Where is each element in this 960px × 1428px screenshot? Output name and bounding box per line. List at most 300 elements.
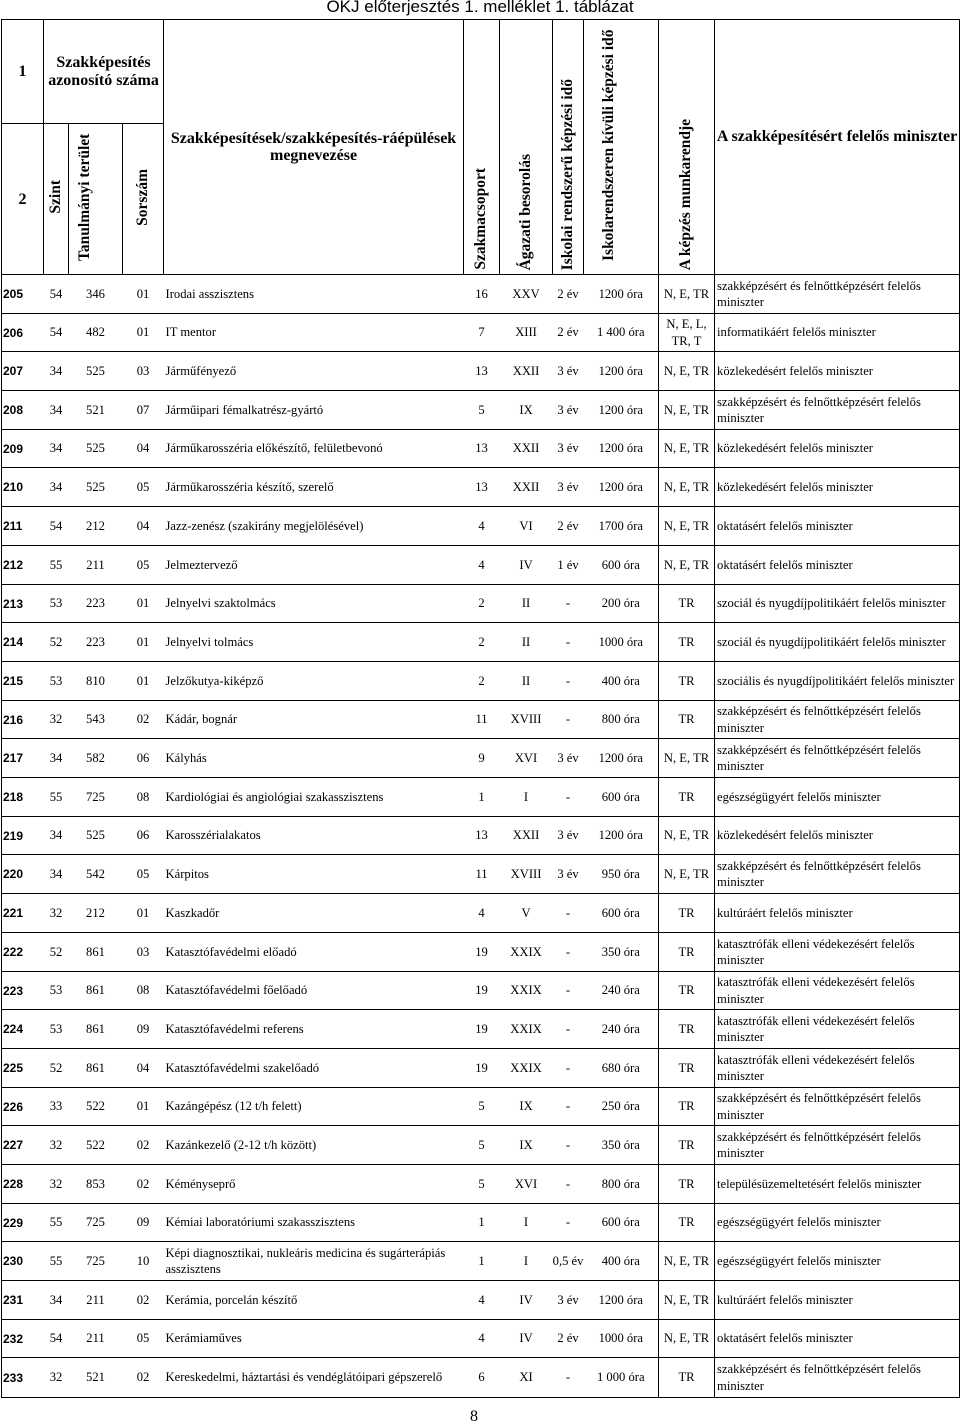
iskolai-cell: 1 év <box>553 546 584 585</box>
agazat-cell: I <box>500 778 553 817</box>
kivuli-cell: 350 óra <box>584 1126 659 1165</box>
szint-cell: 53 <box>44 662 69 701</box>
terulet-cell: 521 <box>69 1358 123 1398</box>
szint-cell: 53 <box>44 972 69 1010</box>
iskolai-cell: - <box>553 894 584 933</box>
header-tanulmanyi-terulet: Tanulmányi terület <box>75 133 93 261</box>
row-id: 220 <box>2 855 44 894</box>
terulet-cell: 725 <box>69 778 123 817</box>
nev-cell: Katasztófavédelmi szakelőadó <box>164 1049 464 1088</box>
munkarend-cell: TR <box>659 1358 715 1398</box>
kivuli-cell: 240 óra <box>584 972 659 1010</box>
table-row <box>2 778 960 817</box>
csoport-cell: 5 <box>464 391 500 430</box>
szint-cell: 53 <box>44 585 69 623</box>
sorszam-cell: 01 <box>123 314 164 352</box>
szint-cell: 54 <box>44 507 69 546</box>
kivuli-cell: 400 óra <box>584 1242 659 1281</box>
csoport-cell: 7 <box>464 314 500 352</box>
sorszam-cell: 10 <box>123 1242 164 1281</box>
szint-cell: 55 <box>44 1204 69 1242</box>
kivuli-cell: 250 óra <box>584 1088 659 1126</box>
sorszam-cell: 08 <box>123 972 164 1010</box>
munkarend-cell: TR <box>659 585 715 623</box>
miniszter-cell: településüzemeltetésért felelős miniszter <box>715 1165 960 1204</box>
sorszam-cell: 03 <box>123 933 164 972</box>
agazat-cell: XXIX <box>500 1010 553 1049</box>
szint-cell: 53 <box>44 1010 69 1049</box>
row-id: 208 <box>2 391 44 430</box>
iskolai-cell: 3 év <box>553 817 584 855</box>
table-row <box>2 662 960 701</box>
miniszter-cell: kultúráért felelős miniszter <box>715 1281 960 1320</box>
page-number: 8 <box>470 1408 478 1425</box>
munkarend-cell: N, E, TR <box>659 546 715 585</box>
csoport-cell: 1 <box>464 778 500 817</box>
table-row <box>2 739 960 778</box>
terulet-cell: 810 <box>69 662 123 701</box>
agazat-cell: IV <box>500 1281 553 1320</box>
table-row <box>2 275 960 314</box>
agazat-cell: II <box>500 623 553 662</box>
munkarend-cell: N, E, TR <box>659 739 715 778</box>
szint-cell: 54 <box>44 275 69 314</box>
szint-cell: 54 <box>44 314 69 352</box>
munkarend-cell: N, E, TR <box>659 817 715 855</box>
terulet-cell: 223 <box>69 623 123 662</box>
csoport-cell: 4 <box>464 546 500 585</box>
header-row-number-2: 2 <box>2 124 44 275</box>
row-id: 216 <box>2 701 44 739</box>
miniszter-cell: katasztrófák elleni védekezésért felelős miniszter <box>715 1010 960 1049</box>
iskolai-cell: - <box>553 1126 584 1165</box>
terulet-cell: 853 <box>69 1165 123 1204</box>
kivuli-cell: 200 óra <box>584 585 659 623</box>
csoport-cell: 4 <box>464 1281 500 1320</box>
row-id: 209 <box>2 430 44 468</box>
csoport-cell: 13 <box>464 817 500 855</box>
szint-cell: 55 <box>44 546 69 585</box>
table-row <box>2 468 960 507</box>
row-id: 227 <box>2 1126 44 1165</box>
iskolai-cell: - <box>553 1088 584 1126</box>
kivuli-cell: 800 óra <box>584 1165 659 1204</box>
munkarend-cell: TR <box>659 933 715 972</box>
agazat-cell: XI <box>500 1358 553 1398</box>
agazat-cell: I <box>500 1242 553 1281</box>
nev-cell: Jelnyelvi tolmács <box>164 623 464 662</box>
row-id: 233 <box>2 1358 44 1398</box>
munkarend-cell: TR <box>659 972 715 1010</box>
table-row <box>2 1204 960 1242</box>
munkarend-cell: N, E, TR <box>659 1281 715 1320</box>
kivuli-cell: 600 óra <box>584 1204 659 1242</box>
szint-cell: 52 <box>44 1049 69 1088</box>
sorszam-cell: 02 <box>123 1126 164 1165</box>
terulet-cell: 725 <box>69 1242 123 1281</box>
kivuli-cell: 400 óra <box>584 662 659 701</box>
terulet-cell: 543 <box>69 701 123 739</box>
munkarend-cell: N, E, TR <box>659 507 715 546</box>
miniszter-cell: szakképzésért és felnőttképzésért felelős miniszter <box>715 1088 960 1126</box>
terulet-cell: 542 <box>69 855 123 894</box>
sorszam-cell: 08 <box>123 778 164 817</box>
munkarend-cell: TR <box>659 701 715 739</box>
miniszter-cell: közlekedésért felelős miniszter <box>715 468 960 507</box>
nev-cell: Kárpitos <box>164 855 464 894</box>
szint-cell: 34 <box>44 855 69 894</box>
csoport-cell: 11 <box>464 701 500 739</box>
table-row <box>2 507 960 546</box>
csoport-cell: 19 <box>464 972 500 1010</box>
kivuli-cell: 1200 óra <box>584 275 659 314</box>
table-row <box>2 701 960 739</box>
szint-cell: 55 <box>44 1242 69 1281</box>
table-row <box>2 1126 960 1165</box>
nev-cell: Kályhás <box>164 739 464 778</box>
miniszter-cell: szakképzésért és felnőttképzésért felelős miniszter <box>715 701 960 739</box>
nev-cell: Kéményseprő <box>164 1165 464 1204</box>
row-id: 226 <box>2 1088 44 1126</box>
table-row <box>2 352 960 391</box>
kivuli-cell: 1200 óra <box>584 352 659 391</box>
miniszter-cell: szociál és nyugdíjpolitikáért felelős miniszter <box>715 623 960 662</box>
row-id: 211 <box>2 507 44 546</box>
kivuli-cell: 240 óra <box>584 1010 659 1049</box>
sorszam-cell: 05 <box>123 855 164 894</box>
row-id: 217 <box>2 739 44 778</box>
kivuli-cell: 1200 óra <box>584 1281 659 1320</box>
szint-cell: 34 <box>44 1281 69 1320</box>
kivuli-cell: 800 óra <box>584 701 659 739</box>
csoport-cell: 4 <box>464 1320 500 1358</box>
header-miniszter: A szakképesítésért felelős miniszter <box>715 20 960 275</box>
sorszam-cell: 07 <box>123 391 164 430</box>
nev-cell: Járműkarosszéria előkészítő, felületbevonó <box>164 430 464 468</box>
nev-cell: Kazánkezelő (2-12 t/h között) <box>164 1126 464 1165</box>
table-row <box>2 1242 960 1281</box>
iskolai-cell: 3 év <box>553 1281 584 1320</box>
szint-cell: 34 <box>44 391 69 430</box>
csoport-cell: 16 <box>464 275 500 314</box>
miniszter-cell: katasztrófák elleni védekezésért felelős miniszter <box>715 933 960 972</box>
sorszam-cell: 05 <box>123 546 164 585</box>
row-id: 223 <box>2 972 44 1010</box>
kivuli-cell: 350 óra <box>584 933 659 972</box>
iskolai-cell: - <box>553 972 584 1010</box>
sorszam-cell: 09 <box>123 1204 164 1242</box>
nev-cell: Járműkarosszéria készítő, szerelő <box>164 468 464 507</box>
kivuli-cell: 1200 óra <box>584 817 659 855</box>
table-row <box>2 1281 960 1320</box>
header-megnevezes: Szakképesítések/szakképesítés-ráépülések megnevezése <box>164 20 464 275</box>
nev-cell: Képi diagnosztikai, nukleáris medicina és sugárterápiás asszisztens <box>164 1242 464 1281</box>
miniszter-cell: közlekedésért felelős miniszter <box>715 352 960 391</box>
terulet-cell: 861 <box>69 933 123 972</box>
table-row <box>2 391 960 430</box>
kivuli-cell: 680 óra <box>584 1049 659 1088</box>
iskolai-cell: 3 év <box>553 855 584 894</box>
munkarend-cell: TR <box>659 1204 715 1242</box>
agazat-cell: XXIX <box>500 1049 553 1088</box>
kivuli-cell: 600 óra <box>584 546 659 585</box>
szint-cell: 34 <box>44 430 69 468</box>
munkarend-cell: N, E, TR <box>659 1242 715 1281</box>
sorszam-cell: 01 <box>123 585 164 623</box>
miniszter-cell: egészségügyért felelős miniszter <box>715 778 960 817</box>
header-munkarend: A képzés munkarendje <box>677 118 695 270</box>
kivuli-cell: 600 óra <box>584 894 659 933</box>
szint-cell: 32 <box>44 894 69 933</box>
munkarend-cell: N, E, TR <box>659 391 715 430</box>
miniszter-cell: katasztrófák elleni védekezésért felelős miniszter <box>715 1049 960 1088</box>
szint-cell: 33 <box>44 1088 69 1126</box>
csoport-cell: 2 <box>464 662 500 701</box>
header-szint: Szint <box>46 180 64 214</box>
agazat-cell: IV <box>500 546 553 585</box>
miniszter-cell: szakképzésért és felnőttképzésért felelős miniszter <box>715 1358 960 1398</box>
miniszter-cell: szociális és nyugdíjpolitikáért felelős miniszter <box>715 662 960 701</box>
csoport-cell: 5 <box>464 1165 500 1204</box>
iskolai-cell: - <box>553 1204 584 1242</box>
munkarend-cell: TR <box>659 778 715 817</box>
munkarend-cell: N, E, TR <box>659 430 715 468</box>
table-row <box>2 1088 960 1126</box>
nev-cell: Kádár, bognár <box>164 701 464 739</box>
row-id: 206 <box>2 314 44 352</box>
csoport-cell: 19 <box>464 1049 500 1088</box>
qualification-table <box>1 19 960 1398</box>
agazat-cell: XVIII <box>500 855 553 894</box>
csoport-cell: 13 <box>464 430 500 468</box>
agazat-cell: IX <box>500 1088 553 1126</box>
miniszter-cell: szakképzésért és felnőttképzésért felelős miniszter <box>715 855 960 894</box>
szint-cell: 54 <box>44 1320 69 1358</box>
agazat-cell: VI <box>500 507 553 546</box>
szint-cell: 34 <box>44 468 69 507</box>
row-id: 230 <box>2 1242 44 1281</box>
terulet-cell: 211 <box>69 546 123 585</box>
kivuli-cell: 1200 óra <box>584 430 659 468</box>
iskolai-cell: - <box>553 1165 584 1204</box>
row-id: 221 <box>2 894 44 933</box>
terulet-cell: 482 <box>69 314 123 352</box>
miniszter-cell: oktatásért felelős miniszter <box>715 1320 960 1358</box>
terulet-cell: 212 <box>69 894 123 933</box>
table-row <box>2 972 960 1010</box>
row-id: 228 <box>2 1165 44 1204</box>
miniszter-cell: szakképzésért és felnőttképzésért felelős miniszter <box>715 391 960 430</box>
szint-cell: 34 <box>44 817 69 855</box>
row-id: 219 <box>2 817 44 855</box>
nev-cell: Katasztófavédelmi előadó <box>164 933 464 972</box>
row-id: 232 <box>2 1320 44 1358</box>
nev-cell: Járműipari fémalkatrész-gyártó <box>164 391 464 430</box>
nev-cell: IT mentor <box>164 314 464 352</box>
nev-cell: Karosszérialakatos <box>164 817 464 855</box>
iskolai-cell: - <box>553 1010 584 1049</box>
kivuli-cell: 1000 óra <box>584 1320 659 1358</box>
nev-cell: Jelnyelvi szaktolmács <box>164 585 464 623</box>
nev-cell: Irodai asszisztens <box>164 275 464 314</box>
header-sorszam: Sorszám <box>133 168 151 226</box>
munkarend-cell: N, E, L, TR, T <box>659 314 715 352</box>
miniszter-cell: szakképzésért és felnőttképzésért felelős miniszter <box>715 275 960 314</box>
munkarend-cell: TR <box>659 662 715 701</box>
table-row <box>2 623 960 662</box>
sorszam-cell: 06 <box>123 817 164 855</box>
row-id: 225 <box>2 1049 44 1088</box>
sorszam-cell: 03 <box>123 352 164 391</box>
nev-cell: Kereskedelmi, háztartási és vendéglátóipari gépszerelő <box>164 1358 464 1398</box>
agazat-cell: XXIX <box>500 933 553 972</box>
csoport-cell: 19 <box>464 1010 500 1049</box>
row-id: 207 <box>2 352 44 391</box>
szint-cell: 52 <box>44 933 69 972</box>
table-row <box>2 817 960 855</box>
terulet-cell: 212 <box>69 507 123 546</box>
iskolai-cell: - <box>553 585 584 623</box>
csoport-cell: 11 <box>464 855 500 894</box>
miniszter-cell: katasztrófák elleni védekezésért felelős miniszter <box>715 972 960 1010</box>
table-row <box>2 1010 960 1049</box>
iskolai-cell: 0,5 év <box>553 1242 584 1281</box>
kivuli-cell: 1000 óra <box>584 623 659 662</box>
terulet-cell: 223 <box>69 585 123 623</box>
munkarend-cell: N, E, TR <box>659 1320 715 1358</box>
nev-cell: Kerámiaműves <box>164 1320 464 1358</box>
kivuli-cell: 1700 óra <box>584 507 659 546</box>
munkarend-cell: TR <box>659 1126 715 1165</box>
row-id: 224 <box>2 1010 44 1049</box>
miniszter-cell: oktatásért felelős miniszter <box>715 546 960 585</box>
kivuli-cell: 1200 óra <box>584 468 659 507</box>
sorszam-cell: 04 <box>123 1049 164 1088</box>
agazat-cell: XVI <box>500 1165 553 1204</box>
szint-cell: 32 <box>44 1358 69 1398</box>
row-id: 212 <box>2 546 44 585</box>
row-id: 222 <box>2 933 44 972</box>
munkarend-cell: TR <box>659 1049 715 1088</box>
terulet-cell: 725 <box>69 1204 123 1242</box>
miniszter-cell: közlekedésért felelős miniszter <box>715 430 960 468</box>
header-agazati-besorolas: Ágazati besorolás <box>516 153 534 270</box>
kivuli-cell: 1200 óra <box>584 391 659 430</box>
terulet-cell: 582 <box>69 739 123 778</box>
miniszter-cell: kultúráért felelős miniszter <box>715 894 960 933</box>
munkarend-cell: N, E, TR <box>659 855 715 894</box>
agazat-cell: XVIII <box>500 701 553 739</box>
header-szakkepesites-azonosito: Szakképesítés azonosító száma <box>44 20 164 124</box>
table-row <box>2 894 960 933</box>
nev-cell: Katasztófavédelmi referens <box>164 1010 464 1049</box>
table-row <box>2 1358 960 1398</box>
iskolai-cell: 3 év <box>553 352 584 391</box>
terulet-cell: 211 <box>69 1281 123 1320</box>
csoport-cell: 19 <box>464 933 500 972</box>
agazat-cell: XXIX <box>500 972 553 1010</box>
terulet-cell: 522 <box>69 1126 123 1165</box>
nev-cell: Kazángépész (12 t/h felett) <box>164 1088 464 1126</box>
szint-cell: 34 <box>44 352 69 391</box>
terulet-cell: 211 <box>69 1320 123 1358</box>
csoport-cell: 5 <box>464 1126 500 1165</box>
table-row <box>2 585 960 623</box>
agazat-cell: XXII <box>500 817 553 855</box>
agazat-cell: XXII <box>500 430 553 468</box>
munkarend-cell: TR <box>659 1010 715 1049</box>
munkarend-cell: N, E, TR <box>659 352 715 391</box>
miniszter-cell: informatikáért felelős miniszter <box>715 314 960 352</box>
agazat-cell: I <box>500 1204 553 1242</box>
iskolai-cell: 3 év <box>553 739 584 778</box>
terulet-cell: 861 <box>69 1049 123 1088</box>
agazat-cell: XXII <box>500 468 553 507</box>
sorszam-cell: 01 <box>123 275 164 314</box>
iskolai-cell: 3 év <box>553 430 584 468</box>
iskolai-cell: 3 év <box>553 391 584 430</box>
agazat-cell: IX <box>500 1126 553 1165</box>
iskolai-cell: - <box>553 701 584 739</box>
nev-cell: Katasztófavédelmi főelőadó <box>164 972 464 1010</box>
csoport-cell: 9 <box>464 739 500 778</box>
row-id: 214 <box>2 623 44 662</box>
nev-cell: Járműfényező <box>164 352 464 391</box>
csoport-cell: 6 <box>464 1358 500 1398</box>
sorszam-cell: 01 <box>123 662 164 701</box>
szint-cell: 32 <box>44 1165 69 1204</box>
nev-cell: Jelzőkutya-kiképző <box>164 662 464 701</box>
iskolai-cell: 2 év <box>553 1320 584 1358</box>
sorszam-cell: 05 <box>123 1320 164 1358</box>
table-row <box>2 546 960 585</box>
sorszam-cell: 04 <box>123 507 164 546</box>
terulet-cell: 346 <box>69 275 123 314</box>
table-row <box>2 1320 960 1358</box>
csoport-cell: 2 <box>464 623 500 662</box>
terulet-cell: 861 <box>69 1010 123 1049</box>
szint-cell: 34 <box>44 739 69 778</box>
terulet-cell: 861 <box>69 972 123 1010</box>
sorszam-cell: 05 <box>123 468 164 507</box>
sorszam-cell: 06 <box>123 739 164 778</box>
csoport-cell: 1 <box>464 1242 500 1281</box>
sorszam-cell: 01 <box>123 1088 164 1126</box>
csoport-cell: 13 <box>464 352 500 391</box>
iskolai-cell: 2 év <box>553 314 584 352</box>
csoport-cell: 4 <box>464 894 500 933</box>
csoport-cell: 5 <box>464 1088 500 1126</box>
iskolai-cell: - <box>553 623 584 662</box>
table-row <box>2 933 960 972</box>
table-body <box>2 275 960 1398</box>
iskolai-cell: 3 év <box>553 468 584 507</box>
header-row-number-1: 1 <box>2 20 44 124</box>
nev-cell: Jazz-zenész (szakirány megjelölésével) <box>164 507 464 546</box>
miniszter-cell: szakképzésért és felnőttképzésért felelős miniszter <box>715 1126 960 1165</box>
terulet-cell: 525 <box>69 352 123 391</box>
agazat-cell: II <box>500 662 553 701</box>
agazat-cell: XIII <box>500 314 553 352</box>
miniszter-cell: egészségügyért felelős miniszter <box>715 1204 960 1242</box>
nev-cell: Kaszkadőr <box>164 894 464 933</box>
miniszter-cell: oktatásért felelős miniszter <box>715 507 960 546</box>
sorszam-cell: 02 <box>123 701 164 739</box>
sorszam-cell: 09 <box>123 1010 164 1049</box>
szint-cell: 52 <box>44 623 69 662</box>
agazat-cell: XXV <box>500 275 553 314</box>
sorszam-cell: 02 <box>123 1165 164 1204</box>
